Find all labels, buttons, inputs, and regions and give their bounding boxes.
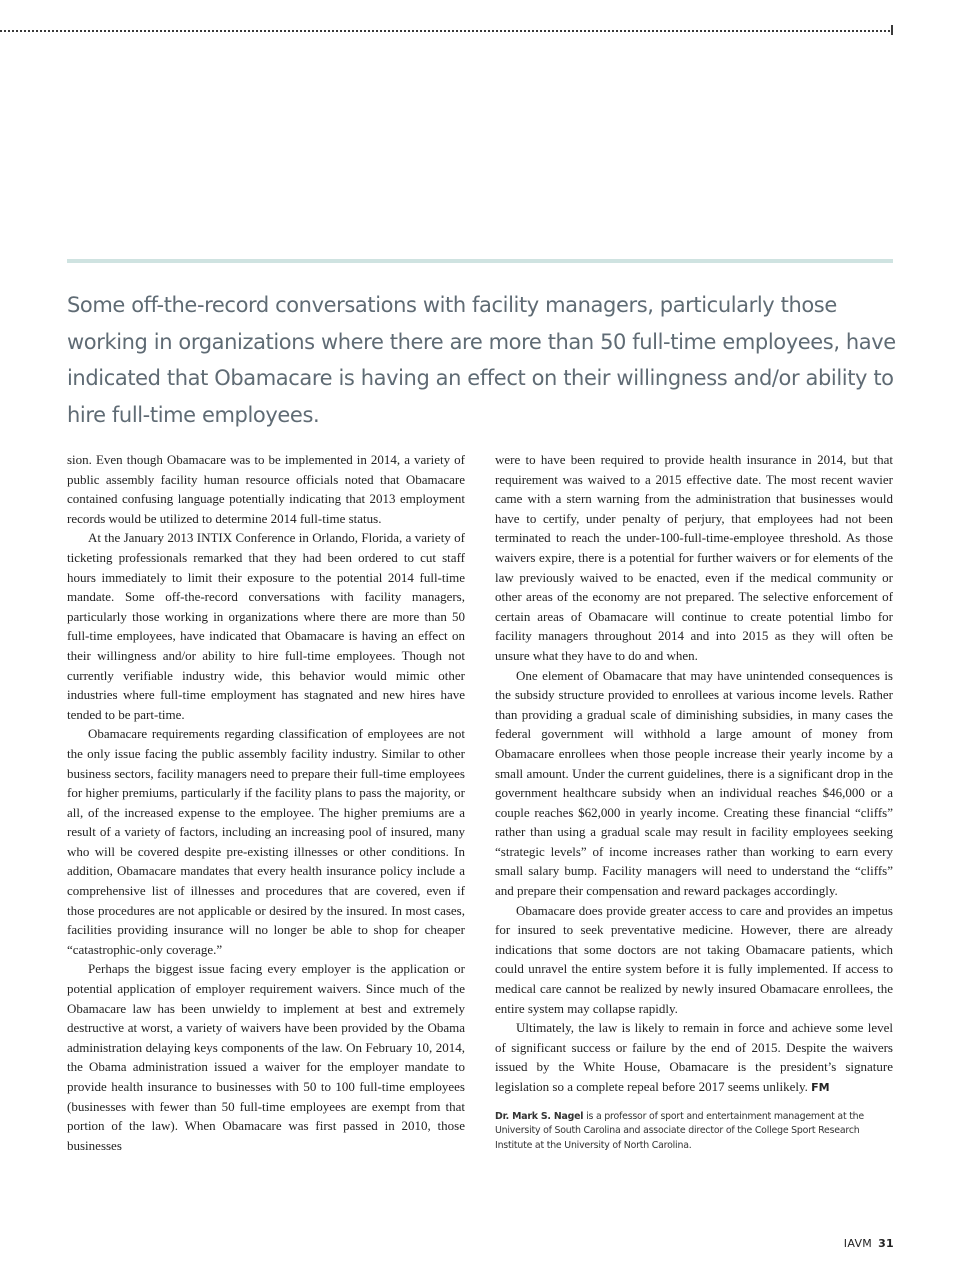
- author-bio-text: is a professor of sport and entertainment management at the University of South Carolina and associate director of the College Sport Research Institute at the University of North Carolina.: [495, 1110, 864, 1152]
- pull-quote-rule: [67, 259, 893, 263]
- publication-name: IAVM: [843, 1237, 873, 1250]
- author-bio: [495, 1110, 893, 1154]
- right-paragraph-2: One element of Obamacare that may have unintended consequences is the subsidy structure provided to enrollees at various income levels. Rather than providing a gradual scale of diminishing subsidies, in many cases the federal government will withhold a large amount of money from Obamacare enrollees when those people increase their yearly income by a small amount. Under the current guidelines, there is a significant drop in the government healthcare subsidy when an individual reaches $46,000 or a couple reaches $62,000 in yearly income. Creating these financial “cliffs” rather than using a gradual scale may result in facility employees seeking “strategic levels” of income increases rather than working to earn every small salary bump. Facility managers will need to understand the “cliffs” and prepare their compensation and reward packages accordingly.: [495, 667, 893, 899]
- left-column: [67, 450, 465, 1155]
- end-mark: FM: [811, 1081, 830, 1094]
- top-rule-end-tick: [891, 25, 893, 35]
- author-name: Dr. Mark S. Nagel: [495, 1110, 584, 1122]
- pull-quote: Some off-the-record conversations with facility managers, particularly those working in organizations where there are more than 50 full-time employees, have indicated that Obamacare is having an effect on their willingness and/or ability to hire full-time employees.: [67, 293, 896, 427]
- page-footer: [844, 1237, 894, 1250]
- left-paragraph-2: At the January 2013 INTIX Conference in Orlando, Florida, a variety of ticketing professionals remarked that they had been ordered to cut staff hours immediately to limit their exposure to the potential 2014 full-time mandate. Some off-the-record conversations with facility managers, particularly those working in organizations where there are more than 50 full-time employees, have indicated that Obamacare is having an effect on their willingness and/or ability to hire full-time employees. Though not currently verifiable industry wide, this behavior would mimic other industries where full-time employment has stagnated and new hires have tended to be part-time.: [67, 530, 465, 722]
- left-paragraph-1: sion. Even though Obamacare was to be implemented in 2014, a variety of public assembly facility human resource officials noted that Obamacare contained confusing language potentially indicating that 2013 employment records would be utilized to determine 2014 full-time status.: [67, 452, 465, 526]
- right-column: [495, 450, 893, 1154]
- right-paragraph-3: Obamacare does provide greater access to care and provides an impetus for insured to seek preventative medicine. However, there are already indications that some doctors are not taking Obamacare patients, which could unravel the entire system before it is fully implemented. If access to medical care cannot be realized by newly insured Obamacare enrollees, the entire system may collapse rapidly.: [495, 902, 893, 1016]
- top-dotted-rule: [0, 30, 890, 32]
- right-paragraph-4-text: Ultimately, the law is likely to remain in force and achieve some level of significant success or failure by the end of 2015. Despite the waivers issued by the White House, Obamacare is the president’s signature legislation so a complete repeal before 2017 seems unlikely.: [495, 1020, 893, 1094]
- right-paragraph-1: were to have been required to provide health insurance in 2014, but that requirement was waived to a 2015 effective date. The most recent wavier came with a stern warning from the administration that businesses would have to certify, under penalty of perjury, that employees had not been terminated to reach the under-100-full-time-employee threshold. As those waivers expire, there is a potential for further waivers or for elements of the law previously waived to be enacted, even if the medical community or other areas of the economy are not prepared. The selective enforcement of certain areas of Obamacare will continue to create potential limbo for facility managers throughout 2014 and into 2015 as they will often be unsure what they have to do and when.: [495, 452, 893, 663]
- right-paragraph-4: [495, 1018, 893, 1097]
- left-paragraph-3: Obamacare requirements regarding classification of employees are not the only issue facing the public assembly facility industry. Similar to other business sectors, facility managers need to prepare their full-time employees for higher premiums, particularly if the facility plans to pass the majority, or all, of the increased expense to the employee. The higher premiums are a result of a variety of factors, including an increasing pool of insured, many who will be covered despite pre-existing illnesses or other conditions. In addition, Obamacare mandates that every health insurance policy include a comprehensive list of illnesses and procedures that are covered, even if those procedures are not applicable or desired by the insured. In most cases, facilities providing insurance will no longer be able to shop for cheaper “catastrophic-only coverage.”: [67, 726, 465, 957]
- page-number: 31: [878, 1237, 894, 1250]
- left-paragraph-4: Perhaps the biggest issue facing every employer is the application or potential application of employer requirement waivers. Since much of the Obamacare law has been unwieldy to implement at best and extremely destructive at worst, a variety of waivers have been provided by the Obama administration delaying keys components of the law. On February 10, 2014, the Obama administration issued a waiver for the employer mandate to provide health insurance to businesses with 50 to 100 full-time employees (businesses with fewer than 50 full-time employees are exempt from that portion of the law). When Obamacare was first passed in 2010, those businesses: [67, 961, 465, 1153]
